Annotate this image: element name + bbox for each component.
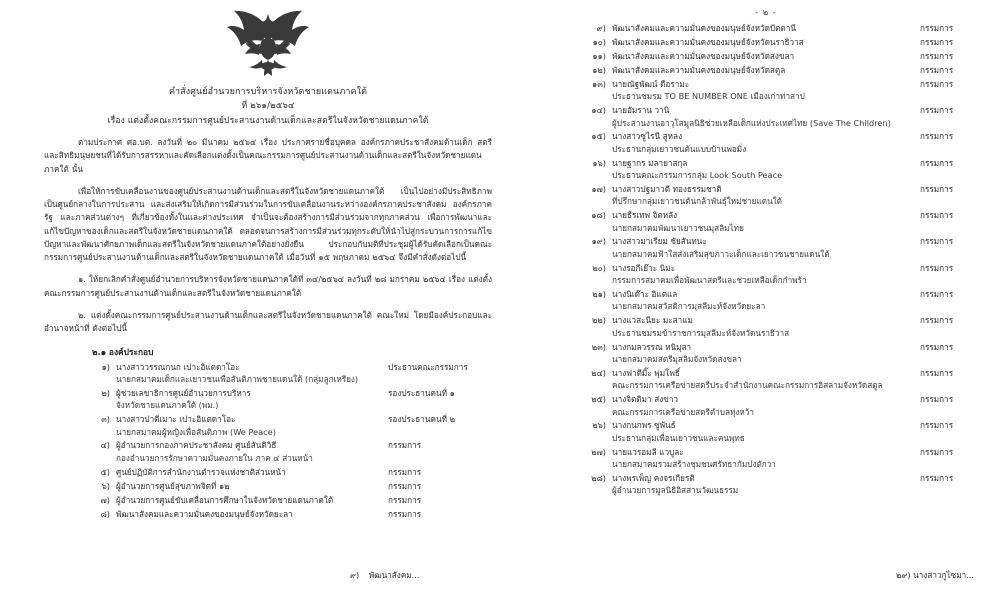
member-affiliation: จังหวัดชายแดนภาคใต้ (พม.) [116,400,219,411]
member-role: กรรมการ [388,480,422,491]
document-subject: เรื่อง แต่งตั้งคณะกรรมการศูนย์ประสานงานด้านเด็กและสตรีในจังหวัดชายแดนภาคใต้ [107,115,429,126]
list-item [94,439,492,464]
list-item [584,472,978,497]
member-name: นางฟาตีมี๊ะ พุ่มโพธิ์ [612,367,680,378]
member-affiliation: นายกสมาคมฟ้าใสส่งเสริมสุขภาวะเด็กและเยาวชนชายแดนใต้ [612,248,830,259]
list-item [584,419,978,444]
emblem-container [44,8,492,80]
member-affiliation: ประธานกลุ่มเพื่อนเยาวชนและคนพุทธ [612,432,745,443]
list-item [584,157,978,182]
member-role: กรรมการ [920,236,954,247]
member-role: กรรมการ [920,78,954,89]
member-role: กรรมการ [388,440,422,451]
member-role: กรรมการ [920,472,954,483]
member-number: ๑๔) [591,105,606,116]
member-number: ๑๗) [591,183,606,194]
member-name: นางสาวซูไรนี สูหลง [612,131,683,142]
member-role: รองประธานคนที่ ๑ [388,387,455,398]
member-role: กรรมการ [920,315,954,326]
member-role: กรรมการ [920,341,954,352]
member-role: รองประธานคนที่ ๒ [388,414,455,425]
member-name: นายธีรเทพ จิตหลัง [612,210,678,221]
member-affiliation: ผู้อำนวยการมูลนิธิอิสสานวัฒนธรรม [612,485,739,496]
member-number: ๒๒) [592,315,606,326]
member-role: กรรมการ [920,157,954,168]
member-name: นายแวรอมลี แวบูละ [612,446,684,457]
member-name: นางสาวปฐมาวดี ทองธรรมชาติ [612,183,722,194]
member-number: ๑๑) [592,50,606,61]
member-number: ๒๐) [592,262,606,273]
list-item [584,367,978,392]
list-item [94,361,492,386]
member-number: ๘) [100,508,110,519]
member-number: ๑๙) [591,236,606,247]
member-affiliation: ประธานกลุ่มเยาวชนต้นแบบบ้านพ่อมิ่ง [612,143,747,154]
member-role: กรรมการ [920,183,954,194]
member-number: ๑) [101,361,110,372]
paragraph-rationale: เพื่อให้การขับเคลื่อนงานของศูนย์ประสานงานด้านเด็กและสตรีในจังหวัดชายแดนภาคใต้ เป็นไปอย่างมีประสิทธิภาพ เป็นศูนย์กลางในการประสาน และส่งเสริมให้เกิดการมีส่วนร่วมในการขับเคลื่อนงานระหว่างองค์กรภาคประชาสังคม องค์กรภาครัฐ และภาคส่วนต่างๆ ที่เกี่ยวข้องทั้งในและต่างประเทศ จำเป็นจะต้องสร้างการมีส่วนร่วมจากทุกภาคส่วน เพื่อการพัฒนาและแก้ไขปัญหาของเด็กและสตรีในจังหวัดชายแดนภาคใต้ ตลอดจนการสร้างการมีส่วนร่วมทุกระดับให้นำไปสู่กระบวนการการแก้ไขปัญหาและพัฒนาศักยภาพเด็กและสตรีในจังหวัดชายแดนภาคใต้อย่างยั่งยืน ประกอบกับมติที่ประชุมผู้ได้รับคัดเลือกเป็นคณะกรรมการศูนย์ประสานงานด้านเด็กและสตรีในจังหวัดชายแดนภาคใต้ เมื่อวันที่ ๑๕ พฤษภาคม ๒๕๖๔ จึงมีคำสั่งดังต่อไปนี้ [44,185,492,263]
member-name: ผู้อำนวยการกองภาคประชาสังคม ศูนย์สันติวิธี [116,440,277,451]
member-role: กรรมการ [920,289,954,299]
order-item-1: ๑. ให้ยกเลิกคำสั่งศูนย์อำนวยการบริหารจังหวัดชายแดนภาคใต้ที่ ๓๔/๒๕๖๔ ลงวันที่ ๒๘ มกราคม ๒๕๖๔ เรื่อง แต่งตั้งคณะกรรมการศูนย์ประสานงานด้านเด็กและสตรีในจังหวัดชายแดนภาคใต้ [44,274,492,298]
list-item [584,50,978,62]
document-title: คำสั่งศูนย์อำนวยการบริหารจังหวัดชายแดนภาคใต้ [168,87,368,97]
member-affiliation: ประธานคณะกรรมการกลุ่ม Look South Peace [612,170,783,181]
list-item [584,130,978,155]
order-item-2: ๒. แต่งตั้งคณะกรรมการศูนย์ประสานงานด้านเด็กและสตรีในจังหวัดชายแดนภาคใต้ คณะใหม่ โดยมีองค์ประกอบและอำนาจหน้าที่ ดังต่อไปนี้ [44,310,492,334]
member-name: พัฒนาสังคมและความมั่นคงของมนุษย์จังหวัดนราธิวาส [612,36,804,47]
list-item [94,494,492,506]
member-affiliation: ผู้ประสานงานอาวุโสมูลนิธิช่วยเหลือเด็กแห่งประเทศไทย (Save The Children) [612,117,891,128]
member-name: นางแวสะนียะ มะสาแม [612,315,693,326]
member-name: พัฒนาสังคมและความมั่นคงของมนุษย์จังหวัดสงขลา [612,50,795,61]
member-name: นางสาวมาเรียม ชัยสันทนะ [612,236,707,247]
member-role: กรรมการ [920,64,954,75]
list-item [584,393,978,418]
member-list-page-one [44,361,492,520]
member-role: กรรมการ [920,420,954,431]
list-item [584,36,978,48]
paragraph-preamble: ตามประกาศ ศอ.บต. ลงวันที่ ๒๐ มีนาคม ๒๕๖๔ เรื่อง ประกาศรายชื่อบุคคล องค์กรภาคประชาสังคมด้านเด็ก สตรี และสิทธิมนุษยชนที่ได้รับการสรรหาและคัดเลือกแต่งตั้งเป็นคณะกรรมการศูนย์ประสานงานด้านเด็กและสตรีในจังหวัดชายแดนภาคใต้ นั้น [44,136,492,174]
member-affiliation: ประธานชมรมข้าราชการมุสลีมะห์จังหวัดนราธิวาส [612,327,790,338]
list-item [584,262,978,287]
member-number: ๒๕) [591,394,606,405]
member-name: นางรอกีเย๊าะ นิมะ [612,262,676,273]
member-affiliation: นายกสมาคมผู้หญิงเพื่อสันติภาพ (We Peace) [116,426,276,437]
list-item [94,508,492,520]
member-name: ผู้อำนวยการศูนย์ขับเคลื่อนการศึกษาในจังหวัดชายแดนภาคใต้ [116,494,334,505]
member-number: ๖) [101,480,110,491]
member-name: นายฐากร มลายาสกุล [612,157,688,168]
list-item [584,104,978,129]
member-role: กรรมการ [920,131,954,142]
member-role: กรรมการ [920,23,954,33]
list-item [584,64,978,76]
member-role: กรรมการ [920,105,954,116]
member-affiliation: นายกสมาคมรวมสร้างชุมชนศรัทธากัมปงตักวา [612,459,776,470]
member-number: ๑๖) [592,157,606,168]
member-role: กรรมการ [920,50,954,61]
member-affiliation: กองอำนวยการรักษาความมั่นคงภายใน ภาค ๔ ส่วนหน้า [116,452,313,463]
garuda-emblem [220,8,316,80]
member-name: นางสาวปาตีเมาะ เปาะอิแตดาโอะ [116,414,236,425]
list-item [584,288,978,313]
list-item [584,183,978,208]
member-name: นางกมลวรรณ หนิมุสา [612,341,692,352]
member-affiliation: ประธานชมรม TO BE NUMBER ONE เมืองเก่าท่าสาป [612,91,805,102]
member-number: ๒๓) [591,341,606,352]
member-number: ๔) [100,440,110,451]
list-item [584,235,978,260]
member-list-page-two [554,22,978,497]
catchword-number: ๙) [350,570,360,580]
member-name: นางนิเด๊าะ อิแตแล [612,289,678,299]
member-number: ๑๐) [592,36,606,47]
member-number: ๒๘) [591,472,606,483]
list-item [94,466,492,478]
catchword-text: พัฒนาสังคม... [368,570,420,580]
member-number: ๕) [100,466,110,477]
page-number: - ๒ - [755,7,777,17]
member-number: ๓) [101,414,110,425]
member-name: นายอัมราน วานิ [612,105,670,116]
list-item [584,78,978,103]
list-item [94,387,492,412]
member-name: นางสาววรรณกนก เปาะอิแตดาโอะ [116,361,240,372]
member-role: กรรมการ [920,367,954,378]
member-number: ๒๖) [592,420,606,431]
member-number: ๑๕) [591,131,606,142]
member-name: พัฒนาสังคมและความมั่นคงของมนุษย์จังหวัดยะลา [116,508,293,519]
member-role: กรรมการ [920,262,954,273]
page-two [520,0,1000,600]
member-number: ๒๔) [591,367,606,378]
member-affiliation: นายกสมาคมเด็กและเยาวชนเพื่อสันติภาพชายแดนใต้ (กลุ่มลูกเหรียง) [116,374,359,385]
member-name: นางพรเพ็ญ คงจรเกียรติ [612,472,695,483]
list-item [94,413,492,438]
member-name: พัฒนาสังคมและความมั่นคงของมนุษย์จังหวัดปัตตานี [612,23,796,33]
member-name: นายณัฐพัฒน์ ดือรามะ [612,78,690,89]
document-number: ที่ ๒๖๑/๒๕๖๔ [241,101,295,112]
member-role: กรรมการ [388,494,422,505]
section-composition-heading: ๒.๑ องค์ประกอบ [92,346,154,357]
member-name: พัฒนาสังคมและความมั่นคงของมนุษย์จังหวัดสตูล [612,64,786,75]
member-number: ๑๒) [592,64,606,75]
member-affiliation: คณะกรรมการเครือข่ายสตรีตำบลทุ่งหว้า [612,406,754,417]
list-item [584,314,978,339]
member-name: นางกนกพร ซูพันธ์ [612,420,676,431]
member-role: กรรมการ [920,210,954,221]
member-name: ผู้อำนวยการศูนย์สุขภาพจิตที่ ๑๒ [116,480,230,491]
member-affiliation: นายกสมาคมสตรีมุสลิมจังหวัดสงขลา [612,354,742,364]
member-affiliation: นายกสมาคมสวัสดิการมุสลีมะห์จังหวัดยะลา [612,301,766,312]
member-number: ๒๑) [592,289,606,299]
member-name: ศูนย์ปฏิบัติการสำนักงานตำรวจแห่งชาติส่วนหน้า [116,466,286,477]
list-item [584,341,978,366]
member-role: กรรมการ [920,36,954,47]
member-number: ๒๗) [591,446,606,457]
member-number: ๗) [100,494,110,505]
member-name: ผู้ช่วยเลขาธิการศูนย์อำนวยการบริหาร [116,387,251,398]
member-role: กรรมการ [920,394,954,405]
member-role: ประธานคณะกรรมการ [388,361,468,372]
member-affiliation: กรรมการสมาคมเพื่อพัฒนาสตรีและช่วยเหลือเด็กกำพร้า [612,275,807,286]
member-affiliation: คณะกรรมการเครือข่ายสตรีประจำสำนักงานคณะกรรมการอิสลามจังหวัดสตูล [612,380,883,391]
member-number: ๙) [596,23,606,33]
list-item [584,22,978,34]
catchword-page-two [896,569,974,582]
member-role: กรรมการ [388,466,422,477]
catchword-text: ๒๙) นางสาวกูไซมา... [895,570,974,580]
member-number: ๑๘) [591,210,606,221]
member-name: นางจิตติมา ส่งข่าว [612,394,679,405]
catchword-page-one [350,569,419,582]
list-item [94,480,492,492]
member-number: ๑๓) [592,78,606,89]
member-affiliation: ที่ปรึกษากลุ่มเยาวชนต้นกล้าพันธุ์ใหม่ชายแดนใต้ [612,196,782,207]
member-role: กรรมการ [920,446,954,457]
list-item [584,209,978,234]
member-affiliation: นายกสมาคมพัฒนาเยาวชนมุสลิมไทย [612,222,744,233]
list-item [584,446,978,471]
member-role: กรรมการ [388,508,422,519]
member-number: ๒) [101,387,110,398]
